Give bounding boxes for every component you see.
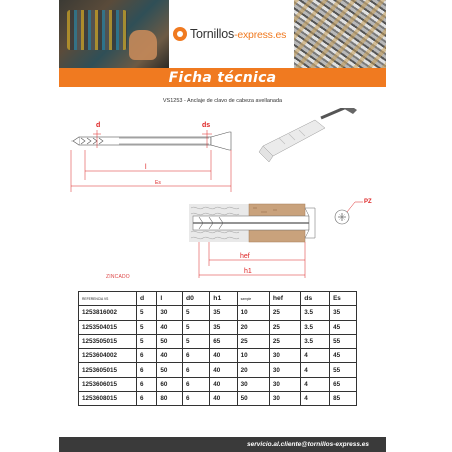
table-cell: 40: [157, 320, 183, 334]
table-cell: 25: [269, 306, 300, 320]
reference-cell: 1253605015: [79, 363, 137, 377]
installation-section-view: [189, 204, 349, 242]
table-cell: 20: [237, 320, 269, 334]
table-cell: 6: [183, 363, 210, 377]
table-cell: 6: [137, 363, 157, 377]
table-cell: 6: [183, 377, 210, 391]
reference-cell: 1253604002: [79, 349, 137, 363]
table-cell: 25: [269, 334, 300, 348]
column-header: d: [137, 292, 157, 306]
table-cell: 4: [301, 363, 330, 377]
reference-cell: 1253606015: [79, 377, 137, 391]
table-cell: 4: [301, 349, 330, 363]
column-header: sample: [237, 292, 269, 306]
page-title: Ficha técnica: [168, 69, 277, 86]
table-cell: 5: [183, 334, 210, 348]
table-row: [79, 349, 357, 363]
header-photo-screws: [294, 0, 386, 68]
column-header: hef: [269, 292, 300, 306]
table-cell: 55: [330, 334, 357, 348]
column-header: ds: [301, 292, 330, 306]
table-cell: 40: [210, 392, 237, 406]
table-cell: 5: [183, 320, 210, 334]
table-header-row: [79, 292, 357, 306]
brand-logo-area: [169, 0, 294, 68]
table-cell: 40: [210, 363, 237, 377]
reference-cell: 1253816002: [79, 306, 137, 320]
technical-drawing: [59, 108, 386, 278]
table-row: [79, 392, 357, 406]
table-cell: 80: [157, 392, 183, 406]
table-cell: 35: [210, 320, 237, 334]
column-header: l: [157, 292, 183, 306]
table-cell: 20: [237, 363, 269, 377]
table-cell: 35: [210, 306, 237, 320]
footer-contact-email: servicio.al.cliente@tornillos-express.es: [247, 441, 369, 448]
table-cell: 6: [183, 392, 210, 406]
table-cell: 30: [157, 306, 183, 320]
label-ds: ds: [202, 122, 211, 129]
header-banner: [59, 0, 386, 68]
table-cell: 5: [137, 334, 157, 348]
table-cell: 5: [137, 320, 157, 334]
table-row: [79, 363, 357, 377]
table-row: [79, 306, 357, 320]
table-cell: 4: [301, 377, 330, 391]
table-cell: 3.5: [301, 320, 330, 334]
reference-cell: 1253608015: [79, 392, 137, 406]
column-header: Es: [330, 292, 357, 306]
footer-bar: [59, 437, 386, 452]
table-cell: 85: [330, 392, 357, 406]
table-cell: 45: [330, 320, 357, 334]
reference-cell: 1253504015: [79, 320, 137, 334]
table-cell: 3.5: [301, 334, 330, 348]
table-cell: 6: [137, 349, 157, 363]
table-cell: 50: [237, 392, 269, 406]
table-cell: 3.5: [301, 306, 330, 320]
plug-perspective-view: [259, 108, 357, 162]
table-cell: 30: [269, 392, 300, 406]
column-header: d0: [183, 292, 210, 306]
table-cell: 30: [269, 377, 300, 391]
table-cell: 4: [301, 392, 330, 406]
table-cell: 6: [183, 349, 210, 363]
finish-label: ZINCADO: [106, 274, 130, 280]
column-header: REFERENCIA VS: [79, 292, 137, 306]
table-cell: 35: [330, 306, 357, 320]
page-title-bar: [59, 68, 386, 87]
table-cell: 6: [137, 377, 157, 391]
spec-table: [78, 291, 357, 406]
table-cell: 25: [237, 334, 269, 348]
column-header: h1: [210, 292, 237, 306]
table-cell: 6: [137, 392, 157, 406]
label-l: l: [145, 164, 147, 171]
label-h1: h1: [244, 268, 252, 275]
table-cell: 30: [269, 349, 300, 363]
brand-name: Tornillos-express.es: [190, 27, 287, 41]
table-cell: 10: [237, 349, 269, 363]
table-cell: 40: [210, 349, 237, 363]
product-subtitle: VS1253 - Anclaje de clavo de cabeza avellanada: [162, 98, 283, 104]
label-pz: PZ: [364, 199, 372, 205]
table-cell: 45: [330, 349, 357, 363]
table-cell: 5: [137, 306, 157, 320]
table-cell: 40: [157, 349, 183, 363]
reference-cell: 1253505015: [79, 334, 137, 348]
header-photo-tools: [59, 0, 169, 68]
table-cell: 65: [210, 334, 237, 348]
table-cell: 55: [330, 363, 357, 377]
table-cell: 10: [237, 306, 269, 320]
table-cell: 5: [183, 306, 210, 320]
table-cell: 30: [269, 363, 300, 377]
label-d: d: [96, 122, 101, 129]
table-cell: 25: [269, 320, 300, 334]
table-cell: 30: [237, 377, 269, 391]
table-cell: 40: [210, 377, 237, 391]
table-cell: 60: [157, 377, 183, 391]
table-row: [79, 377, 357, 391]
table-row: [79, 320, 357, 334]
label-hef: hef: [240, 253, 250, 260]
label-es: Es: [155, 180, 161, 186]
table-cell: 50: [157, 334, 183, 348]
table-cell: 65: [330, 377, 357, 391]
brand-logo-icon: [173, 27, 187, 41]
table-row: [79, 334, 357, 348]
table-cell: 50: [157, 363, 183, 377]
